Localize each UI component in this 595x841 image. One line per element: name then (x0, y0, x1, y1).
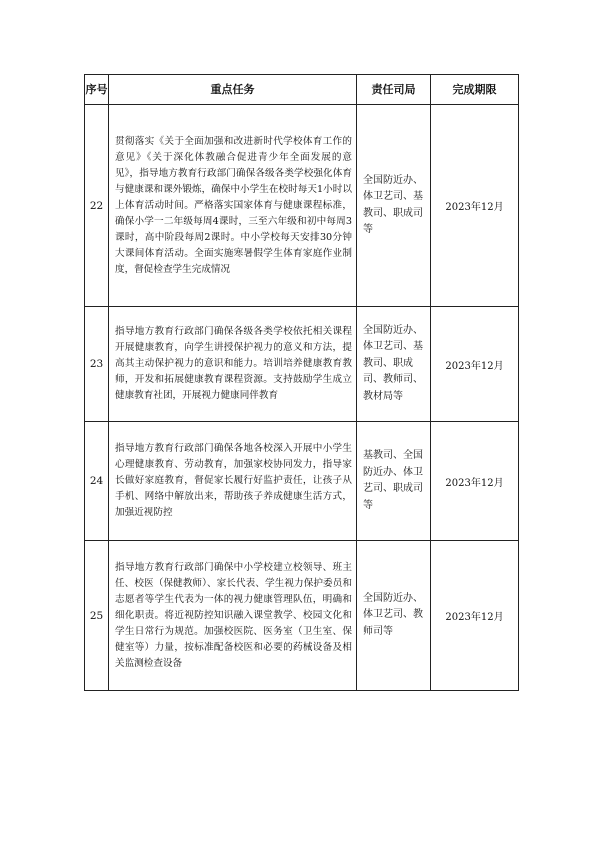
row-task: 指导地方教育行政部门确保各地各校深入开展中小学生心理健康教育、劳动教育，加强家校协同发力，指导家长做好家庭教育，督促家长履行好监护责任，让孩子从手机、网络中解放出来，帮助孩子养成健康生活方式，加强近视防控 (109, 422, 357, 541)
header-seq: 序号 (85, 75, 109, 105)
row-deadline: 2023年12月 (431, 105, 519, 307)
row-dept: 基教司、全国防近办、体卫艺司、职成司等 (357, 422, 431, 541)
row-seq: 25 (85, 541, 109, 691)
row-task: 指导地方教育行政部门确保中小学校建立校领导、班主任、校医（保健教师）、家长代表、学生视力保护委员和志愿者等学生代表为一体的视力健康管理队伍，明确和细化职责。将近视防控知识融入课堂教学、校园文化和学生日常行为规范。加强校医院、医务室（卫生室、保健室等）力量，按标准配备校医和必要的药械设备及相关监测检查设备 (109, 541, 357, 691)
header-task: 重点任务 (109, 75, 357, 105)
table-row (85, 422, 519, 541)
header-deadline: 完成期限 (431, 75, 519, 105)
row-seq: 23 (85, 307, 109, 422)
row-task: 指导地方教育行政部门确保各级各类学校依托相关课程开展健康教育，向学生讲授保护视力的意义和方法，提高其主动保护视力的意识和能力。培训培养健康教育教师，开发和拓展健康教育课程资源。支持鼓励学生成立健康教育社团，开展视力健康同伴教育 (109, 307, 357, 422)
row-seq: 22 (85, 105, 109, 307)
row-deadline: 2023年12月 (431, 422, 519, 541)
row-deadline: 2023年12月 (431, 541, 519, 691)
header-dept: 责任司局 (357, 75, 431, 105)
row-dept: 全国防近办、体卫艺司、基教司、职成司等 (357, 105, 431, 307)
row-dept: 全国防近办、体卫艺司、教师司等 (357, 541, 431, 691)
table-row (85, 541, 519, 691)
row-task: 贯彻落实《关于全面加强和改进新时代学校体育工作的意见》《关于深化体教融合促进青少年全面发展的意见》，指导地方教育行政部门确保各级各类学校强化体育与健康课和课外锻炼，确保中小学生在校时每天1小时以上体育活动时间。严格落实国家体育与健康课程标准，确保小学一二年级每周4课时，三至六年级和初中每周3课时，高中阶段每周2课时。中小学校每天安排30分钟大课间体育活动。全面实施寒暑假学生体育家庭作业制度，督促检查学生完成情况 (109, 105, 357, 307)
table-header-row (85, 75, 519, 105)
row-seq: 24 (85, 422, 109, 541)
table-row (85, 307, 519, 422)
row-deadline: 2023年12月 (431, 307, 519, 422)
key-tasks-table (84, 74, 519, 691)
row-dept: 全国防近办、体卫艺司、基教司、职成司、教师司、教材局等 (357, 307, 431, 422)
table-row (85, 105, 519, 307)
